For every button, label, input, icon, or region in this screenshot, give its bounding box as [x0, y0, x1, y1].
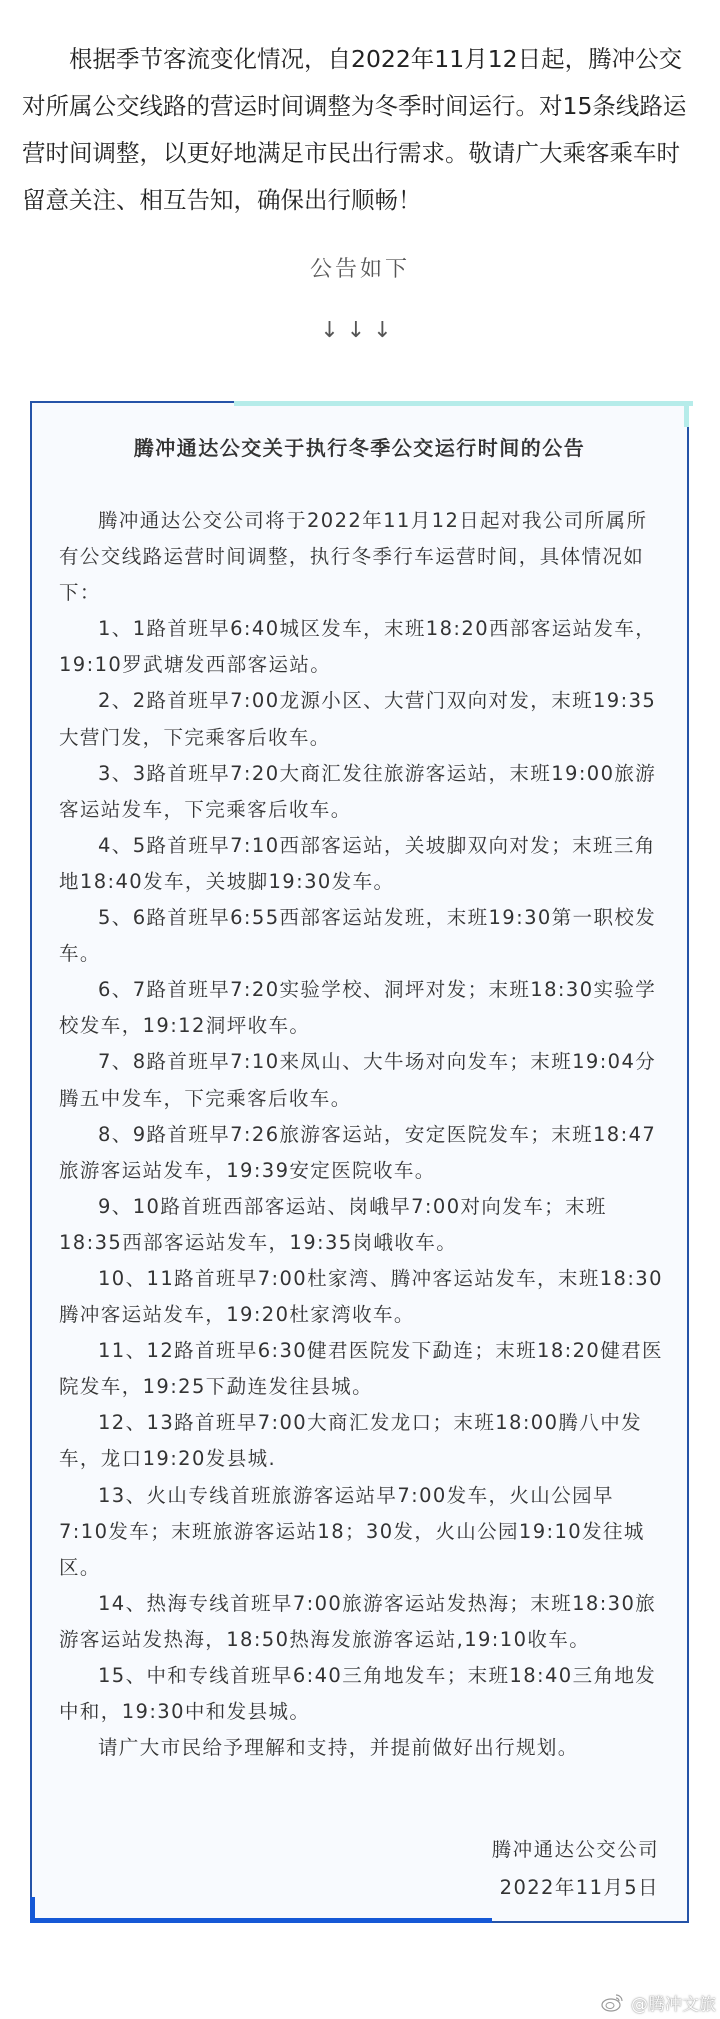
- down-arrows-icon: ↓↓↓: [320, 318, 400, 343]
- notice-item: 2、2路首班早7:00龙源小区、大营门双向对发，末班19:35大营门发，下完乘客后收车。: [59, 689, 657, 749]
- notice-item: 15、中和专线首班早6:40三角地发车；末班18:40三角地发中和，19:30中和发县城。: [59, 1664, 657, 1724]
- notice-item: 13、火山专线首班旅游客运站早7:00发车，火山公园早7:10发车；末班旅游客运站18；30发，火山公园19:10发往城区。: [59, 1483, 645, 1579]
- notice-item: 11、12路首班早6:30健君医院发下勐连；末班18:20健君医院发车，19:25下勐连发往县城。: [59, 1339, 663, 1399]
- signature-date: 2022年11月5日: [499, 1876, 659, 1899]
- box-top-border: [30, 401, 234, 403]
- notice-item: 12、13路首班早7:00大商汇发龙口；末班18:00腾八中发车，龙口19:20发县城.: [59, 1411, 643, 1471]
- notice-item: 1、1路首班早6:40城区发车，末班18:20西部客运站发车，19:10罗武塘发西部客运站。: [59, 617, 657, 677]
- notice-closing: 请广大市民给予理解和支持，并提前做好出行规划。: [98, 1736, 579, 1760]
- signature-company: 腾冲通达公交公司: [491, 1838, 659, 1861]
- box-right-accent: [684, 401, 689, 427]
- box-left-accent: [30, 1897, 35, 1923]
- notice-title: 腾冲通达公交关于执行冬季公交运行时间的公告: [133, 436, 586, 460]
- intro-paragraph: 根据季节客流变化情况，自2022年11月12日起，腾冲公交对所属公交线路的营运时间调整为冬季时间运行。对15条线路运营时间调整，以更好地满足市民出行需求。敬请广大乘客乘车时留意关注、相互告知，确保出行顺畅！: [22, 45, 687, 214]
- notice-item: 5、6路首班早6:55西部客运站发班，末班19:30第一职校发车。: [59, 906, 657, 966]
- notice-item: 7、8路首班早7:10来凤山、大牛场对向发车；末班19:04分腾五中发车，下完乘客后收车。: [59, 1050, 657, 1110]
- weibo-icon: [601, 1992, 625, 2012]
- watermark-text: @腾冲文旅: [631, 1994, 716, 2015]
- notice-item: 6、7路首班早7:20实验学校、洞坪对发；末班18:30实验学校发车，19:12洞坪收车。: [59, 978, 657, 1038]
- box-bottom-accent: [30, 1918, 492, 1923]
- notice-item: 4、5路首班早7:10西部客运站，关坡脚双向对发；末班三角地18:40发车，关坡脚19:30发车。: [59, 833, 656, 893]
- notice-item: 9、10路首班西部客运站、岗峨早7:00对向发车；末班18:35西部客运站发车，19:35岗峨收车。: [59, 1194, 607, 1254]
- sub-heading: 公告如下: [309, 257, 410, 282]
- notice-item: 10、11路首班早7:00杜家湾、腾冲客运站发车，末班18:30腾冲客运站发车，19:20杜家湾收车。: [59, 1266, 663, 1327]
- notice-body: [59, 503, 663, 1766]
- notice-box: [30, 401, 689, 1923]
- signature-block: [492, 1831, 659, 1907]
- notice-item: 3、3路首班早7:20大商汇发往旅游客运站，末班19:00旅游客运站发车，下完乘客后收车。: [59, 761, 657, 821]
- notice-opening: 腾冲通达公交公司将于2022年11月12日起对我公司所属所有公交线路运营时间调整，执行冬季行车运营时间，具体情况如下：: [59, 509, 648, 605]
- watermark: [601, 1989, 716, 2015]
- box-top-accent: [234, 401, 693, 406]
- notice-item: 8、9路首班早7:26旅游客运站，安定医院发车；末班18:47旅游客运站发车，19:39安定医院收车。: [59, 1122, 657, 1182]
- notice-item: 14、热海专线首班早7:00旅游客运站发热海；末班18:30旅游客运站发热海，18:50热海发旅游客运站,19:10收车。: [59, 1591, 657, 1651]
